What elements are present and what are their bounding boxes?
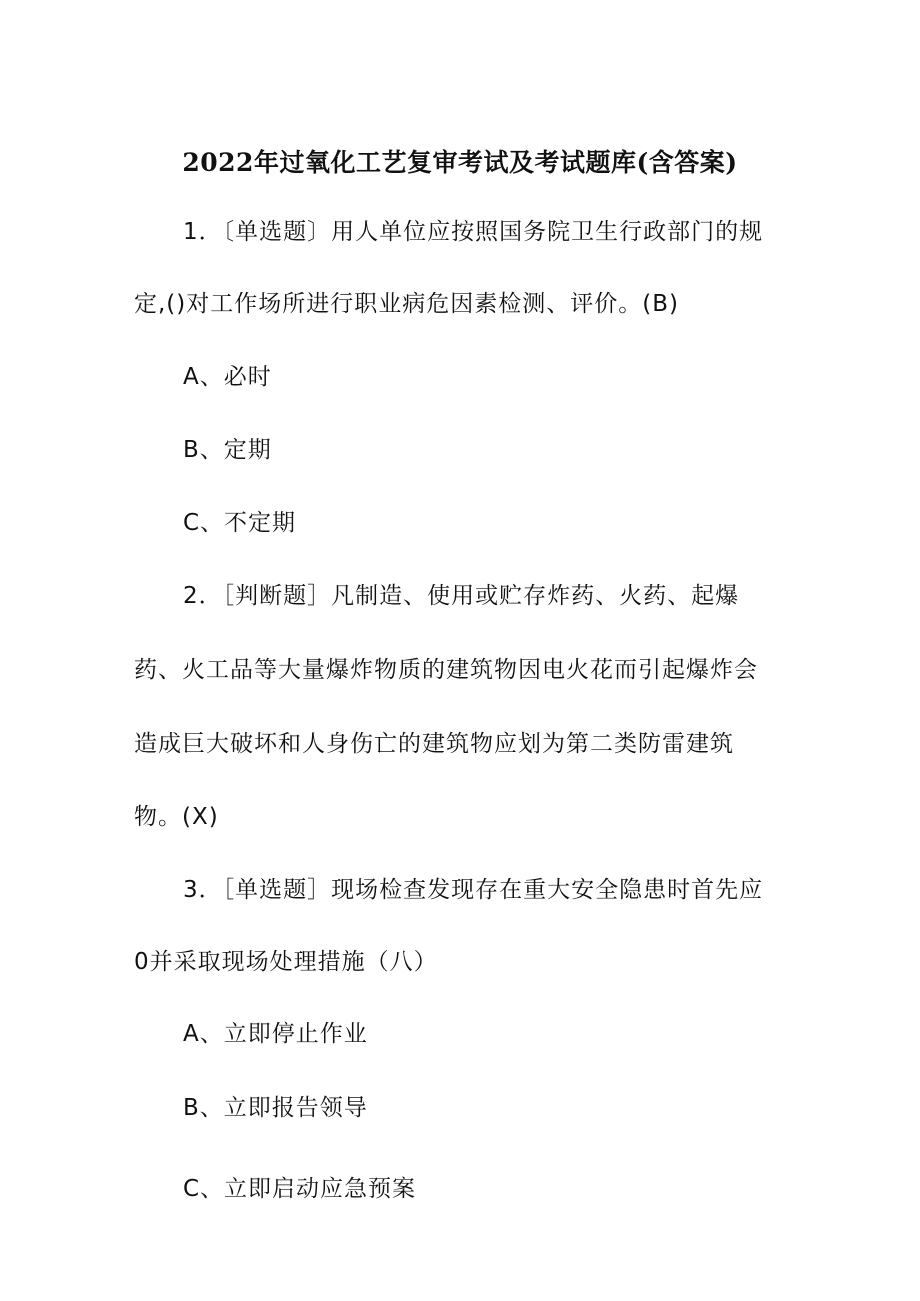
question-1-line-1: 1．〔单选题〕用人单位应按照国务院卫生行政部门的规 (183, 219, 764, 245)
question-1-line-2: 定,()对工作场所进行职业病危因素检测、评价。(B) (134, 291, 679, 317)
question-3-option-a: A、立即停止作业 (183, 1021, 368, 1047)
question-3-line-2: 0并采取现场处理措施（八） (134, 949, 438, 975)
question-3-line-1: 3．［单选题］现场检查发现存在重大安全隐患时首先应 (183, 877, 764, 903)
question-1-option-c: C、不定期 (183, 510, 297, 536)
question-2-line-4: 物。(X) (134, 804, 219, 830)
question-1-option-a: A、必时 (183, 364, 272, 390)
question-2-line-3: 造成巨大破坏和人身伤亡的建筑物应划为第二类防雷建筑 (134, 731, 734, 757)
question-2-line-2: 药、火工品等大量爆炸物质的建筑物因电火花而引起爆炸会 (134, 657, 758, 683)
question-1-option-b: B、定期 (183, 437, 272, 463)
question-2-line-1: 2．［判断题］凡制造、使用或贮存炸药、火药、起爆 (183, 583, 740, 609)
question-3-option-c: C、立即启动应急预案 (183, 1176, 417, 1202)
question-3-option-b: B、立即报告领导 (183, 1095, 368, 1121)
document-title: 2022年过氧化工艺复审考试及考试题库(含答案) (182, 148, 738, 177)
